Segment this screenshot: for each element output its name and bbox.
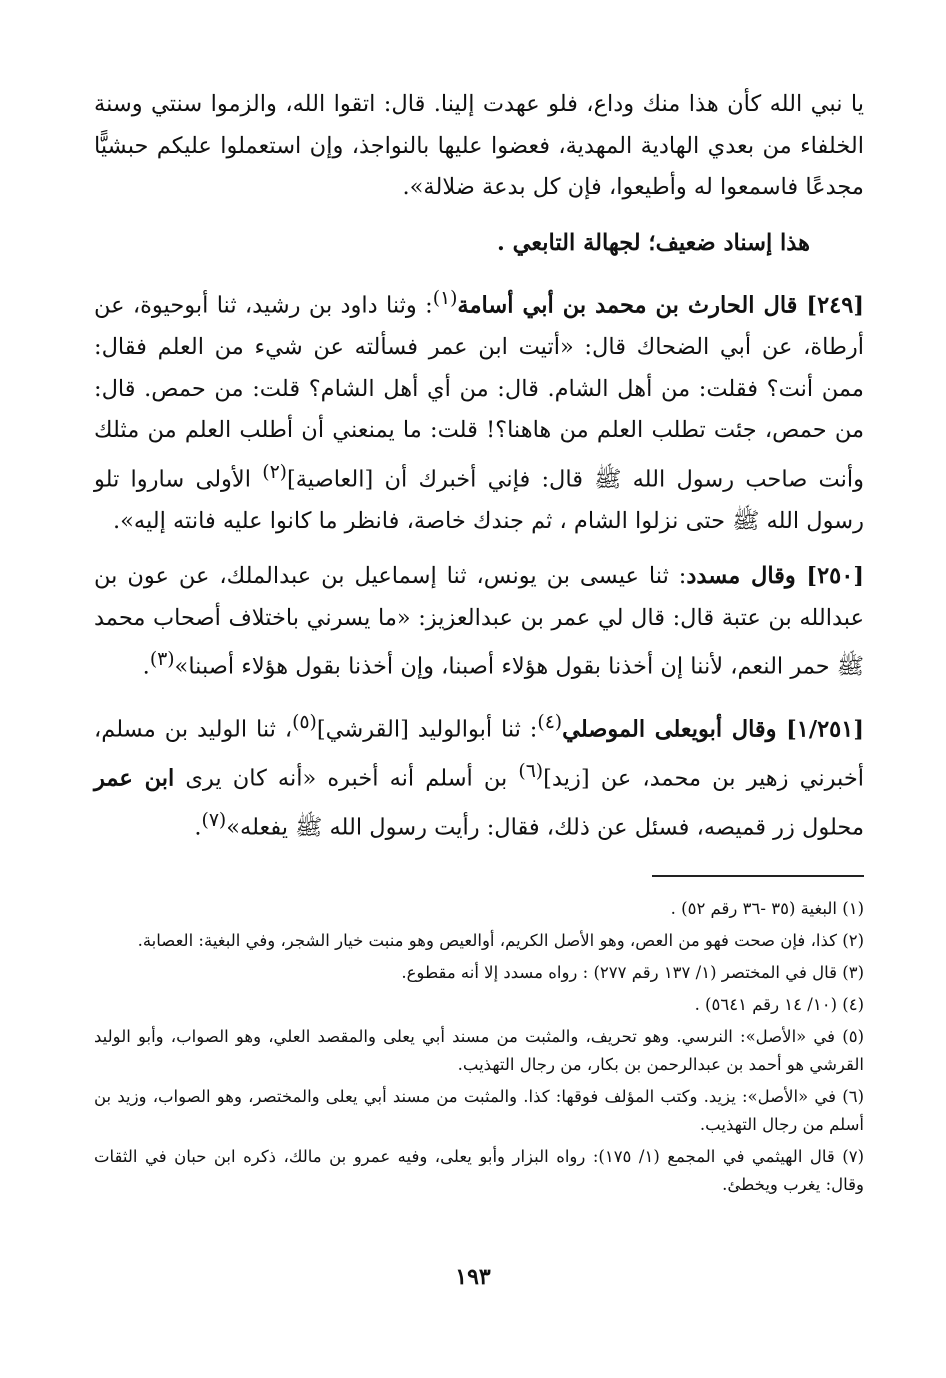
footnotes (94, 895, 864, 1199)
hadith-250-text: : ثنا عيسى بن يونس، ثنا إسماعيل بن عبدالملك، عن عون بن عبدالله بن عتبة قال: قال لي عمر بن عبدالعزيز: «ما يسرني باختلاف أصحاب محمد ﷺ حمر النعم، لأننا إن أخذنا بقول هؤلاء أصبنا، وإن أخذنا بقول هؤلاء أصبنا» (94, 563, 864, 680)
paragraph-continuation: يا نبي الله كأن هذا منك وداع، فلو عهدت إلينا. قال: اتقوا الله، والزموا سنتي وسنة الخلفاء من بعدي الهادية المهدية، فعضوا عليها بالنواجذ، وإن استعملوا عليكم حبشيًّا مجدعًا فاسمعوا له وأطيعوا، فإن كل بدعة ضلالة». (94, 91, 864, 200)
footnote-ref-2: (٢) (262, 461, 287, 483)
footnote-ref-1: (١) (432, 288, 458, 309)
main-text (94, 84, 864, 849)
isnad-grade: هذا إسناد ضعيف؛ لجهالة التابعي . (496, 229, 810, 256)
footnote-ref-7: (٧) (201, 810, 227, 831)
footnote-separator (652, 875, 864, 877)
page-number: ١٩٣ (455, 1264, 491, 1290)
footnote-7: (٧) قال الهيثمي في المجمع (١/ ١٧٥): رواه البزار وأبو يعلى، وفيه عمرو بن مالك، ذكره ابن حبان في الثقات وقال: يغرب ويخطئ. (94, 1147, 864, 1194)
hadith-249-heading: [٢٤٩] قال الحارث بن محمد بن أبي أسامة (457, 292, 864, 319)
hadith-251-text-b: ، ثنا الوليد بن مسلم، أخبرني زهير بن محمد، عن [زيد] (94, 716, 864, 792)
hadith-251-text-a: : ثنا أبوالوليد [القرشي] (316, 716, 538, 743)
hadith-249-text: : وثنا داود بن رشيد، ثنا أبوحيوة، عن أرطاة، عن أبي الضحاك قال: «أتيت ابن عمر فسألته عن شيء من العلم فقال: ممن أنت؟ فقلت: من أهل الشام. قال: من أي أهل الشام؟ قلت: من حمص. قال: من حمص، جئت تطلب العلم من هاهنا؟! قلت: ما يمنعني أن أطلب العلم من مثلك وأنت صاحب رسول الله ﷺ قال: فإني أخبرك أن [العاصية] (94, 292, 864, 492)
footnote-1: (١) البغية (٣٥ -٣٦ رقم ٥٢) . (670, 899, 864, 918)
footnote-ref-4: (٤) (537, 712, 563, 733)
book-page (94, 84, 864, 1203)
hadith-251-heading: [١/٢٥١] وقال أبويعلى الموصلي (562, 716, 864, 743)
hadith-249 (94, 278, 864, 542)
hadith-250 (94, 556, 864, 688)
hadith-251-end: . (194, 814, 202, 841)
footnote-5: (٥) في «الأصل»: النرسي. وهو تحريف، والمثبت من مسند أبي يعلى والمقصد العلي، وهو الصواب، وأبو الوليد القرشي هو أحمد بن عبدالرحمن بن بكار، من رجال التهذيب. (94, 1027, 864, 1074)
footnote-2: (٢) كذا، فإن صحت فهو من العص، وهو الأصل الكريم، أوالعيص وهو منبت خيار الشجر، وفي البغية: العصابة. (137, 931, 864, 950)
hadith-249-tail: الأولى ساروا تلو رسول الله ﷺ حتى نزلوا الشام ، ثم جندك خاصة، فانظر ما كانوا عليه فانته إليه». (94, 466, 864, 534)
hadith-251 (94, 702, 864, 849)
footnote-3: (٣) قال في المختصر (١/ ١٣٧ رقم ٢٧٧) : رواه مسدد إلا أنه مقطوع. (401, 963, 864, 982)
footnote-ref-6: (٦) (518, 761, 544, 782)
hadith-250-heading: [٢٥٠] وقال مسدد (686, 563, 864, 589)
hadith-251-text-d: محلول زر قميصه، فسئل عن ذلك، فقال: رأيت رسول الله ﷺ يفعله» (226, 814, 864, 841)
footnote-4: (٤) (١٠/ ١٤ رقم ٥٦٤١) . (694, 995, 864, 1014)
hadith-251-text-c: بن أسلم أنه أخبره «أنه كان يرى (174, 765, 519, 792)
hadith-251-bold-name: ابن عمر (94, 765, 175, 792)
footnote-6: (٦) في «الأصل»: يزيد. وكتب المؤلف فوقها: كذا. والمثبت من مسند أبي يعلى والمختصر، وهو الصواب، وزيد بن أسلم من رجال التهذيب. (94, 1087, 864, 1134)
footnote-ref-5: (٥) (292, 712, 317, 733)
footnote-ref-3: (٣) (149, 649, 175, 670)
hadith-250-end: . (142, 653, 150, 680)
